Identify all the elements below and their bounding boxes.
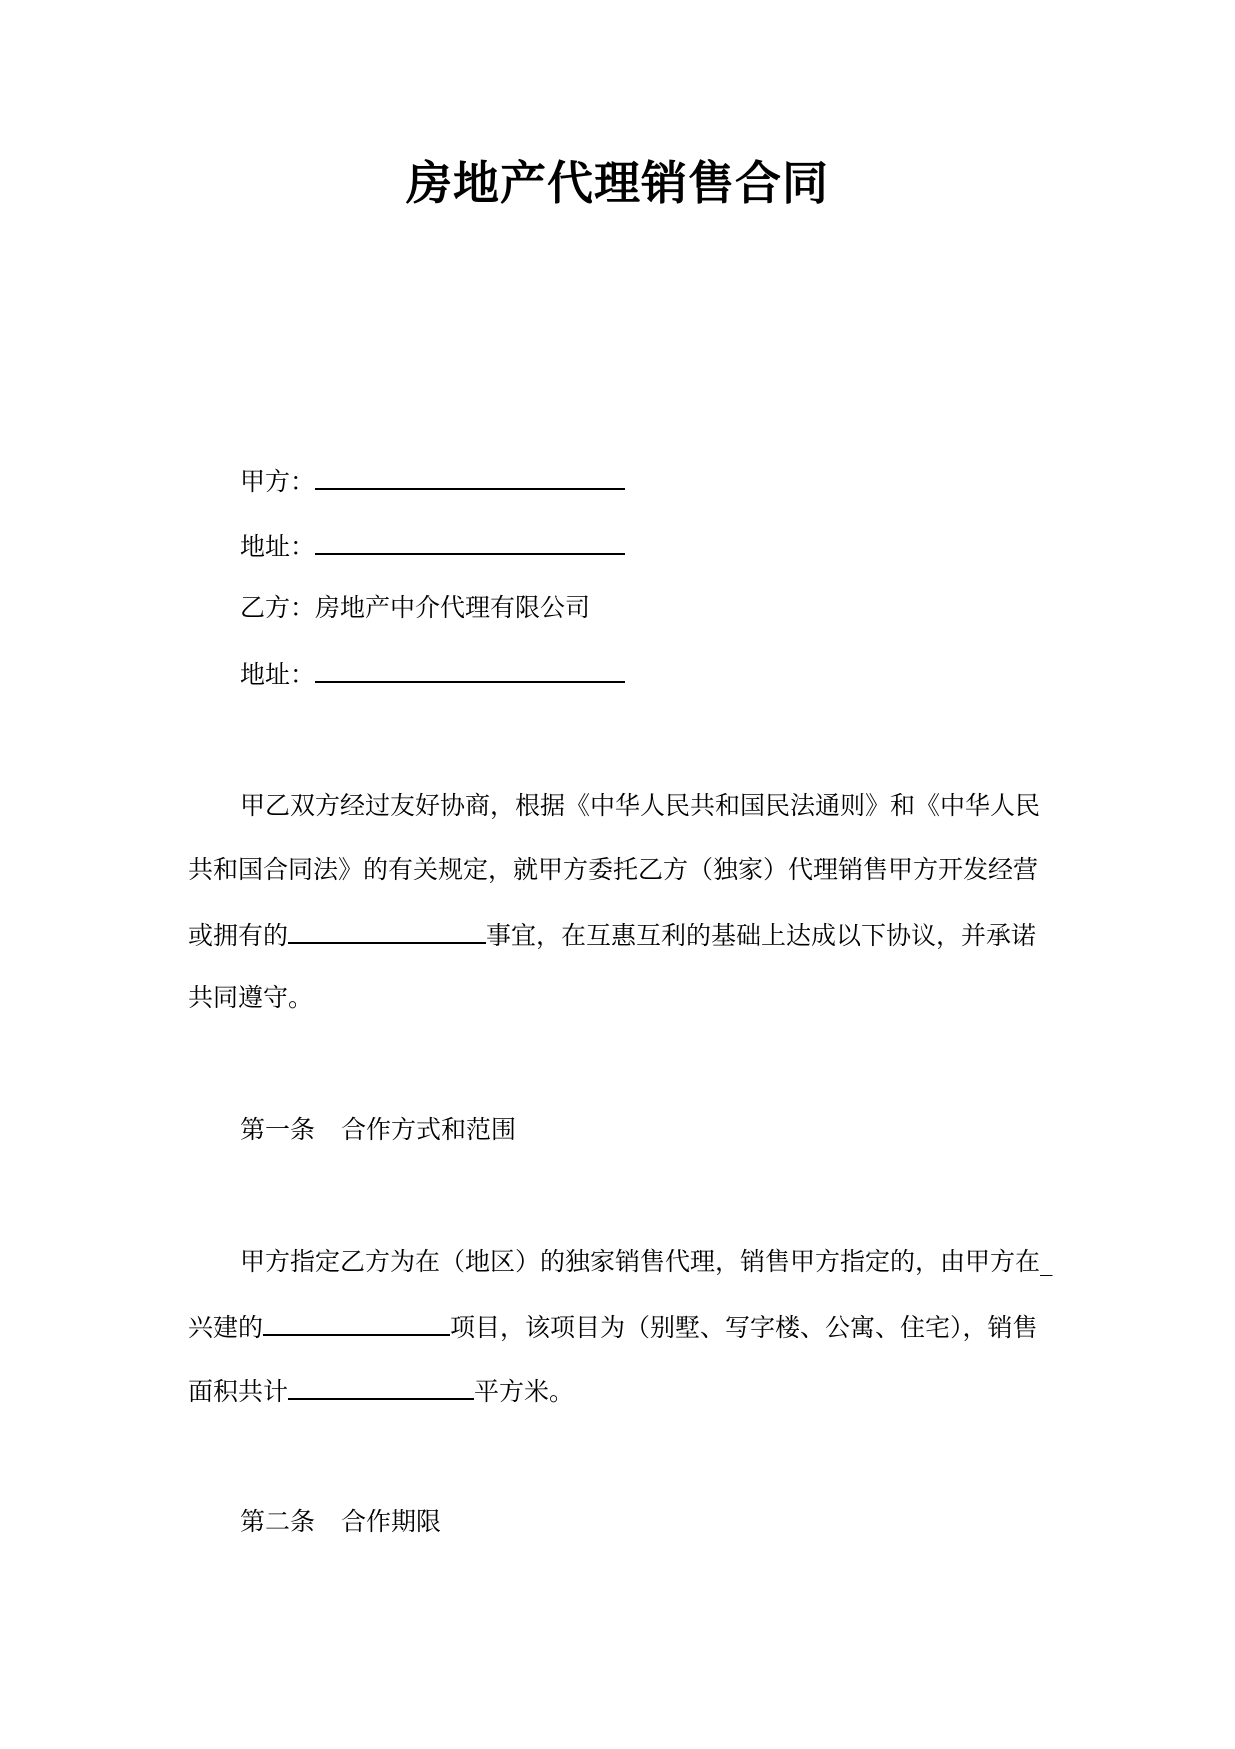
project-blank <box>263 1306 450 1336</box>
article-1-heading <box>240 1110 516 1150</box>
preamble-line-1: 甲乙双方经过友好协商，根据《中华人民共和国民法通则》和《中华人民 <box>240 791 1041 820</box>
address-a-blank <box>315 525 625 555</box>
article-1-line-2 <box>188 1306 1038 1348</box>
address-b-blank <box>315 653 625 683</box>
article-1-number: 第一条 <box>240 1115 316 1144</box>
address-a-line <box>240 525 625 567</box>
preamble-line-3-before: 或拥有的 <box>188 921 289 950</box>
address-b-line <box>240 653 625 695</box>
preamble-line-3-after: 事宜，在互惠互利的基础上达成以下协议，并承诺 <box>486 921 1037 950</box>
address-b-label: 地址： <box>240 660 316 689</box>
article-1-line-3 <box>188 1370 574 1412</box>
preamble-line-3 <box>188 914 1036 956</box>
article-1-line-3-after: 平方米。 <box>474 1377 575 1406</box>
article-1-line-2-before: 兴建的 <box>188 1313 264 1342</box>
preamble-line-4: 共同遵守。 <box>188 983 314 1012</box>
party-b-line: 乙方：房地产中介代理有限公司 <box>240 593 591 622</box>
article-1-line-1: 甲方指定乙方为在（地区）的独家销售代理，销售甲方指定的，由甲方在_ <box>240 1247 1053 1276</box>
address-a-label: 地址： <box>240 532 316 561</box>
document-title: 房地产代理销售合同 <box>406 156 829 210</box>
article-1-line-3-before: 面积共计 <box>188 1377 289 1406</box>
article-2-title: 合作期限 <box>341 1507 442 1536</box>
party-a-line <box>240 460 625 502</box>
article-1-title: 合作方式和范围 <box>341 1115 517 1144</box>
area-blank <box>288 1370 474 1400</box>
party-a-blank <box>315 460 625 490</box>
article-2-number: 第二条 <box>240 1507 316 1536</box>
preamble-line-2: 共和国合同法》的有关规定，就甲方委托乙方（独家）代理销售甲方开发经营 <box>188 855 1039 884</box>
party-a-label: 甲方： <box>240 467 316 496</box>
property-blank <box>288 914 486 944</box>
article-1-line-2-after: 项目，该项目为（别墅、写字楼、公寓、住宅），销售 <box>450 1313 1038 1342</box>
article-2-heading <box>240 1502 441 1542</box>
